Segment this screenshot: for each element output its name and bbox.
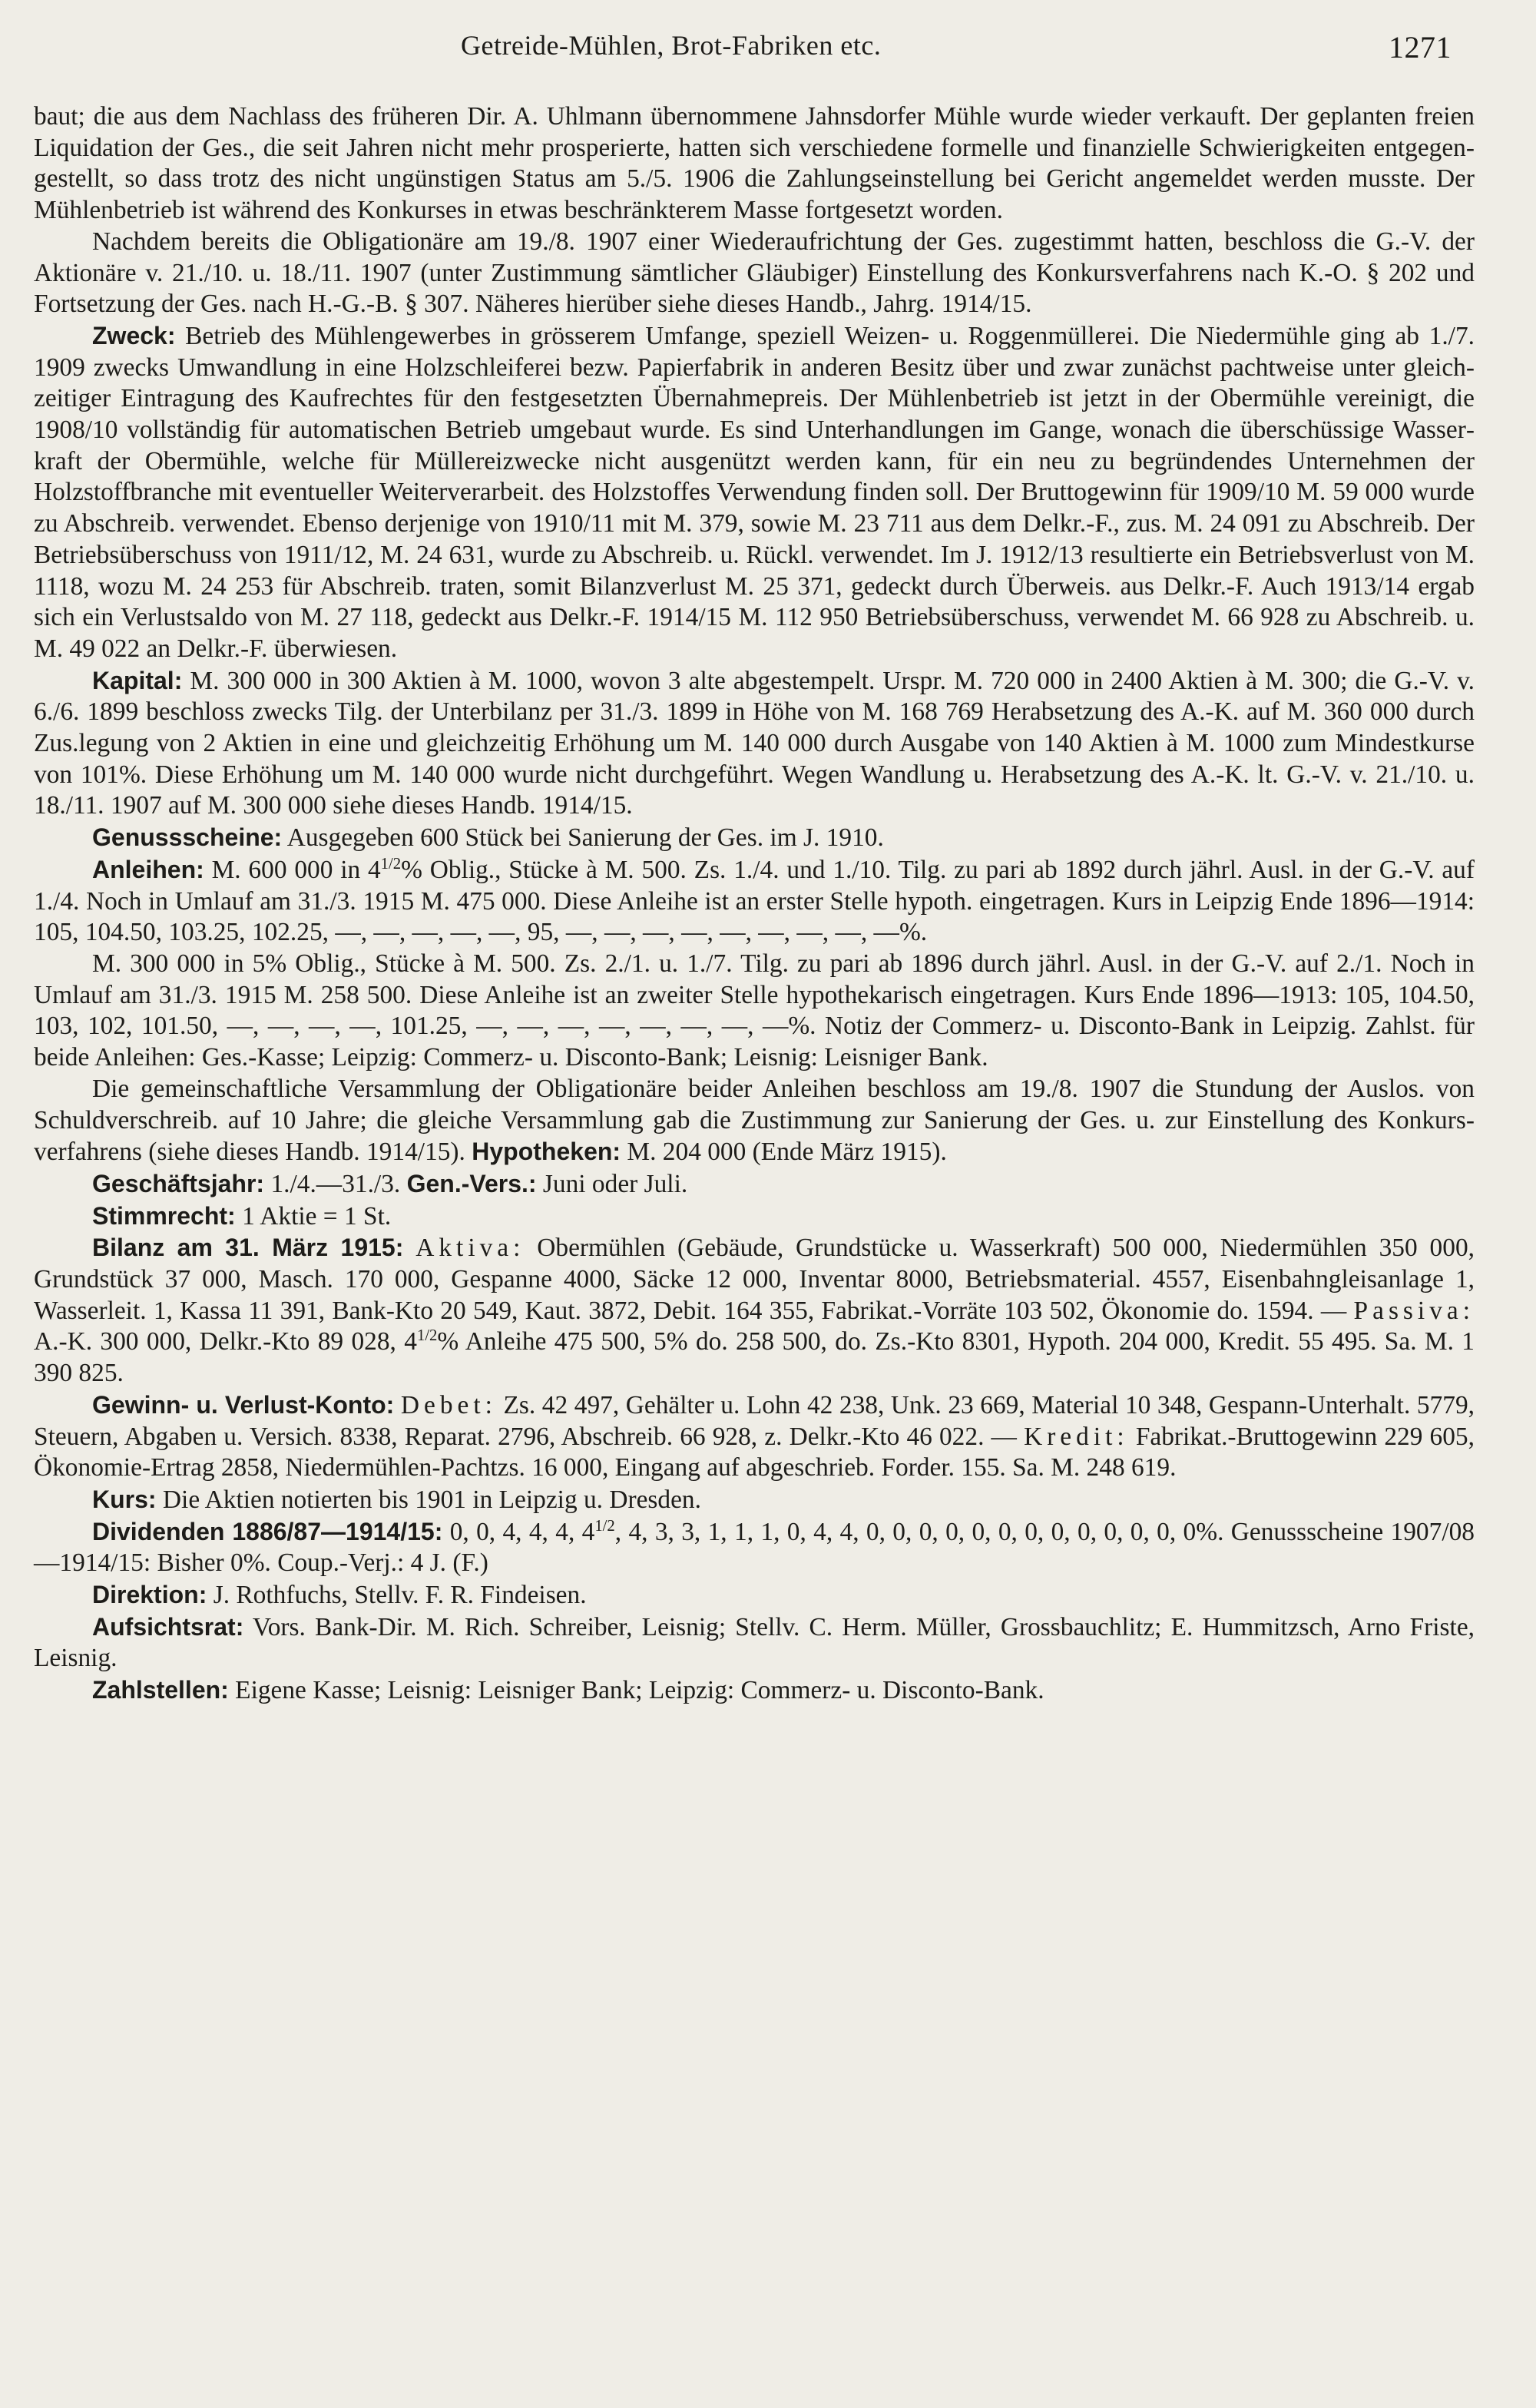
label-bilanz: Bilanz am 31. März 1915:: [92, 1234, 404, 1262]
percent-mark: %: [118, 760, 141, 789]
percent-mark: %.: [1196, 1517, 1224, 1546]
percent-mark: %: [401, 855, 422, 884]
label-passiva: Passiva:: [1353, 1296, 1475, 1325]
text-dividenden-a: 0, 0, 4, 4, 4, 4: [449, 1517, 595, 1546]
text-geschaeftsjahr: 1./4.—31./3.: [270, 1169, 401, 1198]
section-zweck: [34, 320, 1475, 665]
text-passiva-a: A.-K. 300 000, Delkr.-Kto 89 028, 4: [34, 1327, 417, 1356]
page-number: 1271: [1389, 30, 1452, 65]
text-dividenden-b: , 4, 3, 3, 1, 1, 1, 0, 4, 4, 0, 0, 0, 0, 0, 0, 0, 0, 0, 0, 0, 0, 0: [614, 1517, 1197, 1546]
text-zahlstellen: Eigene Kasse; Leisnig: Leisniger Bank; Leipzig: Commerz- u. Disconto-Bank.: [235, 1676, 1044, 1705]
text-debet: Zs. 42 497, Gehälter u. Lohn 42 238, Unk. 23 669, Material 10 348, Gespann-Unterhalt. 5779, Steuern, Abgaben u. Versich. 8338, Reparat. 2796, Abschreib. 66 928, z. Delkr.-Kto 46 022. —: [34, 1390, 1475, 1451]
section-kurs: [34, 1484, 1475, 1516]
text-aufsichtsrat: Vors. Bank-Dir. M. Rich. Schreiber, Leisnig; Stellv. C. Herm. Müller, Grossbauchlitz; E. Hummitzsch, Arno Friste, Leisnig.: [34, 1612, 1475, 1673]
text-gen-vers: Juni oder Juli.: [542, 1169, 688, 1198]
text-versammlung: Die gemeinschaftliche Versammlung der Obligationäre beider Anleihen beschloss am 19./8. 1907 die Stundung der Auslos. von Schuldverschreib. auf 10 Jahre; die gleiche Versammlung gab die Zustimmung zur Sanierung der Ges. u. zur Einstellung des Konkursverfahrens (siehe dieses Handb. 1914/15).: [34, 1074, 1475, 1167]
section-versammlung: [34, 1074, 1475, 1168]
label-stimmrecht: Stimmrecht:: [92, 1201, 236, 1230]
label-kredit: Kredit:: [1024, 1422, 1129, 1451]
label-hypotheken: Hypotheken:: [472, 1138, 621, 1166]
text-genussscheine: Ausgegeben 600 Stück bei Sanierung der Ges. im J. 1910.: [286, 823, 884, 853]
text-dividenden-d: Coup.-Verj.: 4 J. (F.): [277, 1548, 488, 1578]
section-bilanz: [34, 1232, 1475, 1389]
label-aktiva: Aktiva:: [415, 1234, 525, 1263]
percent-mark: %: [265, 949, 287, 978]
section-anleihen: [34, 854, 1475, 949]
section-zahlstellen: [34, 1674, 1475, 1707]
percent-mark: %: [437, 1327, 459, 1356]
text-kredit: Fabrikat.-Bruttogewinn 229 605, Ökonomie-Ertrag 2858, Niedermühlen-Pachtzs. 16 000, Eingang auf abgeschrieb. Forder. 155. Sa. M. 248 619.: [34, 1422, 1475, 1482]
label-dividenden: Dividenden 1886/87—1914/15:: [92, 1517, 443, 1545]
label-debet: Debet:: [400, 1390, 497, 1419]
percent-mark: %.: [788, 1012, 816, 1041]
section-geschaeftsjahr: [34, 1168, 1475, 1201]
section-anleihe-2: [34, 949, 1475, 1074]
text-passiva-b: Anleihe 475 500, 5: [465, 1327, 667, 1356]
section-gewinn-verlust: [34, 1389, 1475, 1484]
text-anleihe2-c: Notiz der Commerz- u. Disconto-Bank in Leipzig. Zahlst. für beide Anleihen: Ges.-Kasse; Leipzig: Commerz- u. Disconto-Bank; Leisnig: Leisniger Bank.: [34, 1012, 1475, 1072]
section-aufsichtsrat: [34, 1611, 1475, 1674]
section-stimmrecht: [34, 1201, 1475, 1233]
label-geschaeftsjahr: Geschäftsjahr:: [92, 1169, 265, 1197]
article-body: [34, 101, 1475, 1707]
text-anleihen-a: M. 600 000 in 4: [211, 855, 381, 884]
text-zweck: Betrieb des Mühlengewerbes in grösserem Umfange, speziell Weizen- u. Roggenmüllerei. Die Niedermühle ging ab 1./7. 1909 zwecks Umwandlung in eine Holzschleiferei bezw. Papierfabrik in anderen Besitz über und zwar zunächst pachtweise unter gleichzeitiger Eintragung des Kaufrechtes für den festgesetzten Übernahmepreis. Der Mühlenbetrieb ist jetzt in der Obermühle vereinigt, die 1908/10 vollständig für automatischen Betrieb umgebaut wurde. Es sind Unterhandlungen im Gange, wonach die überschüssige Wasserkraft der Obermühle, welche für Müllereizwecke nicht ausgenützt werden kann, für ein neu zu begründendes Unternehmen der Holzstoffbranche mit eventueller Weiterverarbeit. des Holzstoffes Verwendung finden soll. Der Bruttogewinn für 1909/10 M. 59 000 wurde zu Abschreib. verwendet. Ebenso derjenige von 1910/11 mit M. 379, sowie M. 23 711 aus dem Delkr.-F., zus. M. 24 091 zu Abschreib. Der Betriebsüberschuss von 1911/12, M. 24 631, wurde zu Abschreib. u. Rückl. verwendet. Im J. 1912/13 resultierte ein Betriebsverlust von M. 1118, wozu M. 24 253 für Abschreib. traten, somit Bilanzverlust M. 25 371, gedeckt durch Überweis. aus Delkr.-F. Auch 1913/14 ergab sich ein Verlustsaldo von M. 27 118, gedeckt aus Delkr.-F. 1914/15 M. 112 950 Betriebsüberschuss, verwendet M. 66 928 zu Abschreib. u. M. 49 022 an Delkr.-F. überwiesen.: [34, 321, 1475, 663]
text-aktiva: Obermühlen (Gebäude, Grundstücke u. Wasserkraft) 500 000, Niedermühlen 350 000, Grundstück 37 000, Masch. 170 000, Gespanne 4000, Säcke 12 000, Inventar 8000, Betriebsmaterial. 4557, Eisenbahngleisanlage 1, Wasserleit. 1, Kassa 11 391, Bank-Kto 20 549, Kaut. 3872, Debit. 164 355, Fabrikat.-Vorräte 103 502, Ökonomie do. 1594. —: [34, 1234, 1475, 1325]
paragraph-reorganization: Nachdem bereits die Obligationäre am 19./8. 1907 einer Wiederaufrichtung der Ges. zugestimmt hatten, beschloss die G.-V. der Aktionäre v. 21./10. u. 18./11. 1907 (unter Zustimmung sämtlicher Gläubiger) Einstellung des Konkursverfahrens nach K.-O. § 202 und Fortsetzung der Ges. nach H.-G.-B. § 307. Näheres hierüber siehe dieses Handb., Jahrg. 1914/15.: [34, 227, 1475, 319]
fraction-half: 1/2: [594, 1517, 615, 1535]
text-anleihe2-a: M. 300 000 in 5: [92, 949, 266, 978]
text-stimmrecht: 1 Aktie = 1 St.: [242, 1201, 392, 1230]
text-direktion: J. Rothfuchs, Stellv. F. R. Findeisen.: [213, 1581, 587, 1610]
percent-mark: %.: [899, 918, 928, 947]
section-genussscheine: [34, 822, 1475, 854]
text-passiva-c: do. 258 500, do. Zs.-Kto 8301, Hypoth. 204 000, Kredit. 55 495. Sa. M. 1 390 825.: [34, 1327, 1475, 1388]
label-gen-vers: Gen.-Vers.:: [406, 1169, 537, 1197]
label-gewinn-verlust: Gewinn- u. Verlust-Konto:: [92, 1390, 395, 1419]
label-direktion: Direktion:: [92, 1581, 207, 1609]
running-title: Getreide-Mühlen, Brot-Fabriken etc.: [461, 30, 882, 61]
fraction-half: 1/2: [416, 1327, 438, 1345]
label-aufsichtsrat: Aufsichtsrat:: [92, 1612, 244, 1641]
section-direktion: [34, 1579, 1475, 1611]
fraction-half: 1/2: [380, 855, 402, 873]
paragraph-history: baut; die aus dem Nachlass des früheren Dir. A. Uhlmann übernommene Jahnsdorfer Mühle wurde wieder verkauft. Der geplanten freien Liquidation der Ges., die seit Jahren nicht mehr prosperierte, hatten sich verschiedene formelle und finanzielle Schwierigkeiten entgegengestellt, so dass trotz des nicht ungünstigen Status am 5./5. 1906 die Zahlungseinstellung bei Gericht angemeldet werden musste. Der Mühlenbetrieb ist während des Konkurses in etwas beschränkterem Masse fortgesetzt worden.: [34, 102, 1475, 225]
text-anleihen-b: Oblig., Stücke à M. 500. Zs. 1./4. und 1./10. Tilg. zu pari ab 1892 durch jährl. Ausl. in der G.-V. auf 1./4. Noch in Umlauf am 31./3. 1915 M. 475 000. Diese Anleihe ist an erster Stelle hypoth. eingetragen. Kurs in Leipzig Ende 1896—1914: 105, 104.50, 103.25, 102.25, —, —, —, —, —, 95, —, —, —, —, —, —, —, —, —: [34, 855, 1475, 947]
section-kapital: Kapital: M. 300 000 in 300 Aktien à M. 1000, wovon 3 alte abgestempelt. Urspr. M. 720 000 in 2400 Aktien à M. 300; die G.-V. v. 6./6. 1899 beschloss zwecks Tilg. der Unterbilanz per 31./3. 1899 in Höhe von M. 168 769 Herabsetzung des A.-K. auf M. 360 000 durch Zus.legung von 2 Aktien in eine und gleichzeitig Erhöhung um M. 140 000 durch Ausgabe von 140 Aktien à M. 1000 zum Mindestkurse von 101%. Diese Erhöhung um M. 140 000 wurde nicht durchgeführt. Wegen Wandlung u. Herabsetzung des A.-K. lt. G.-V. v. 21./10. u. 18./11. 1907 auf M. 300 000 siehe dieses Handb. 1914/15.: [34, 666, 1475, 820]
label-kapital: Kapital:: [92, 666, 183, 694]
label-zweck: Zweck:: [92, 321, 176, 349]
label-genussscheine: Genussscheine:: [92, 823, 283, 852]
percent-mark: %: [666, 1327, 688, 1356]
page-header: [34, 22, 1475, 71]
text-kapital-b: Diese Erhöhung um M. 140 000 wurde nicht durchgeführt. Wegen Wandlung u. Herabsetzung des A.-K. lt. G.-V. v. 21./10. u. 18./11. 1907 auf M. 300 000 siehe dieses Handb. 1914/15.: [34, 760, 1475, 820]
label-kurs: Kurs:: [92, 1485, 157, 1513]
percent-mark: %.: [243, 1548, 271, 1578]
label-zahlstellen: Zahlstellen:: [92, 1676, 229, 1704]
text-kapital-a: M. 300 000 in 300 Aktien à M. 1000, wovon 3 alte abgestempelt. Urspr. M. 720 000 in 2400 Aktien à M. 300; die G.-V. v. 6./6. 1899 beschloss zwecks Tilg. der Unterbilanz per 31./3. 1899 in Höhe von M. 168 769 Herabsetzung des A.-K. auf M. 360 000 durch Zus.legung von 2 Aktien in eine und gleichzeitig Erhöhung um M. 140 000 durch Ausgabe von 140 Aktien à M. 1000 zum Mindestkurse von 101: [34, 666, 1475, 789]
text-dividenden-c: Genussscheine 1907/08—1914/15: Bisher 0: [34, 1517, 1475, 1578]
text-hypotheken: M. 204 000 (Ende März 1915).: [627, 1138, 947, 1167]
text-kurs: Die Aktien notierten bis 1901 in Leipzig u. Dresden.: [162, 1485, 701, 1514]
label-anleihen: Anleihen:: [92, 855, 204, 883]
text-anleihe2-b: Oblig., Stücke à M. 500. Zs. 2./1. u. 1./7. Tilg. zu pari ab 1896 durch jährl. Ausl. in der G.-V. auf 2./1. Noch in Umlauf am 31./3. 1915 M. 258 500. Diese Anleihe ist an zweiter Stelle hypothekarisch eingetragen. Kurs Ende 1896—1913: 105, 104.50, 103, 102, 101.50, —, —, —, —, 101.25, —, —, —, —, —, —, —, —: [34, 949, 1475, 1041]
section-dividenden: [34, 1516, 1475, 1579]
